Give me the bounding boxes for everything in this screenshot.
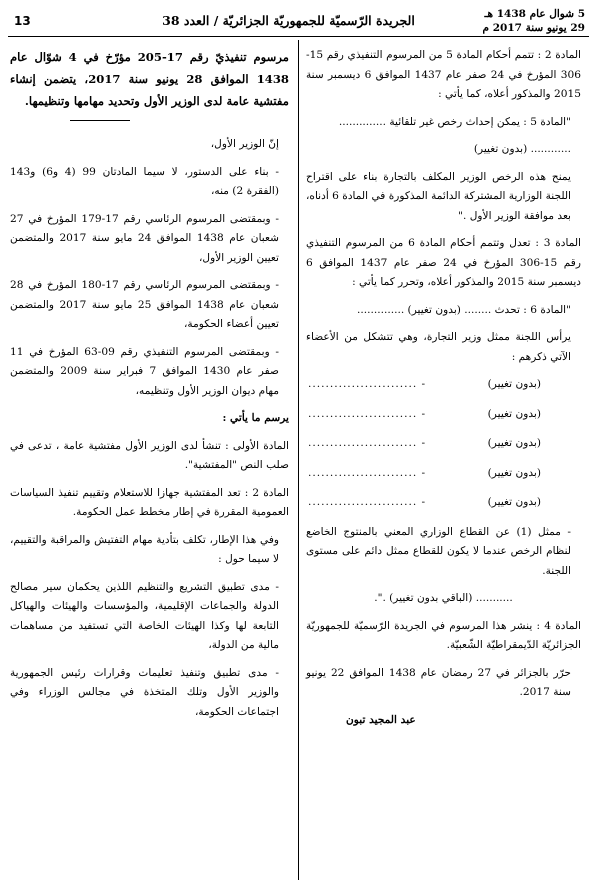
remaining-unchanged: ........... (الباقي بدون تغيير) .". xyxy=(374,592,513,604)
preamble-decree-17-179: - وبمقتضى المرسوم الرئاسي رقم 17-179 المؤرخ في 27 شعبان عام 1438 الموافق 24 مايو سنة 2017 والمتضمن تعيين الوزير الأول، xyxy=(10,212,279,264)
preamble-constitution: - بناء على الدستور، لا سيما المادتان 99 (4 و6) و143 (الفقرة 2) منه، xyxy=(10,165,279,197)
member-line-1: (بدون تغيير) - ......................... xyxy=(308,378,541,390)
unchanged-line: ............ (بدون تغيير) xyxy=(473,143,571,155)
article-2-left: المادة 2 : تعد المفتشية جهازا للاستعلام وتقييم تنفيذ السياسات العمومية المقررة في إطار مخطط عمل الحكومة. xyxy=(10,486,289,518)
missions-intro: وفي هذا الإطار، تكلف بتأدية مهام التفتيش والمراقبة والتقييم، لا سيما حول : xyxy=(10,533,279,565)
article-6-quote: "المادة 6 : تحدث ........ (بدون تغيير) .............. xyxy=(357,303,571,316)
article-3: المادة 3 : تعدل وتتمم أحكام المادة 6 من المرسوم التنفيذي رقم 15-306 المؤرخ في 24 صفر عام 1437 الموافق 6 ديسمبر سنة 2015 والمذكور أعلاه، وتحرر كما يأتي : xyxy=(306,237,581,288)
date-gregorian: 29 يونيو سنة 2017 م xyxy=(482,22,585,34)
column-divider xyxy=(298,40,299,880)
license-grant-paragraph: يمنح هذه الرخص الوزير المكلف بالتجارة بناء على اقتراح اللجنة الوزارية المشتركة الدائمة المذكورة في المادة 6 أدناه، بعد موافقة الوزير الأول ." xyxy=(305,170,571,222)
preamble-opening: إنّ الوزير الأول، xyxy=(210,138,279,150)
decree-title: مرسوم تنفيذيّ رقم 17-205 مؤرّخ في 4 شوّال عام 1438 الموافق 28 يونيو سنة 2017، يتضمن إنشاء مفتشية عامة لدى الوزير الأول وتحديد مهامها وتنظيمها. xyxy=(10,50,290,108)
preamble-decree-09-63: - وبمقتضى المرسوم التنفيذي رقم 09-63 المؤرخ في 11 صفر عام 1430 الموافق 7 فبراير سنة 2009 والمتضمن مهام ديوان الوزير الأول وتنظيمه، xyxy=(10,345,279,397)
mission-instructions: - مدى تطبيق وتنفيذ تعليمات وقرارات رئيس الجمهورية والوزير الأول وتلك المتخذة في مجالس الوزراء وفي اجتماعات الحكومة، xyxy=(10,666,279,718)
member-line-3: (بدون تغيير) - ......................... xyxy=(308,437,541,449)
right-column xyxy=(306,46,581,738)
journal-title: الجريدة الرّسميّة للجمهوريّة الجزائريّة / العدد 38 xyxy=(162,13,415,28)
preamble-decree-17-180: - وبمقتضى المرسوم الرئاسي رقم 17-180 المؤرخ في 28 شعبان عام 1438 الموافق 25 مايو سنة 2017 والمتضمن تعيين أعضاء الحكومة، xyxy=(10,279,279,330)
date-hijri: 5 شوال عام 1438 هـ xyxy=(484,8,585,20)
article-2: المادة 2 : تتمم أحكام المادة 5 من المرسوم التنفيذي رقم 15-306 المؤرخ في 24 صفر عام 1437 الموافق 6 ديسمبر سنة 2015 والمذكور أعلاه، كما يأتي : xyxy=(306,49,581,100)
committee-composition: يرأس اللجنة ممثل وزير التجارة، وهي تتشكل من الأعضاء الآتي ذكرهم : xyxy=(306,331,571,363)
member-line-4: (بدون تغيير) - ......................... xyxy=(308,466,541,479)
article-5-quote: "المادة 5 : يمكن إحداث رخص غير تلقائية .............. xyxy=(338,115,571,128)
signature: عبد المجيد تبون xyxy=(346,713,416,726)
article-1: المادة الأولى : تنشأ لدى الوزير الأول مفتشية عامة ، تدعى في صلب النص "المفتشية". xyxy=(10,439,289,471)
page-number: 13 xyxy=(14,14,31,28)
mission-legislation: - مدى تطبيق التشريع والتنظيم اللذين يحكمان سير مصالح الدولة والجماعات الإقليمية، والمؤسسات والهيئات والهياكل التابعة لها وكذا الهيئات الخاصة التي تستفيد من مساهمات مالية من الدولة، xyxy=(10,580,279,651)
title-separator xyxy=(70,120,130,121)
left-column xyxy=(10,46,289,730)
member-line-5: (بدون تغيير) - ......................... xyxy=(308,496,541,508)
done-at: حرّر بالجزائر في 27 رمضان عام 1438 الموافق 22 يونيو سنة 2017. xyxy=(306,666,571,698)
header-dates xyxy=(461,7,585,35)
page-header xyxy=(8,6,589,37)
member-line-2: (بدون تغيير) - ......................... xyxy=(308,407,541,420)
decrees-heading: يرسم ما يأتي : xyxy=(222,412,289,424)
article-4: المادة 4 : ينشر هذا المرسوم في الجريدة الرّسميّة للجمهوريّة الجزائريّة الدّيمقراطيّة الشّعبيّة. xyxy=(306,619,581,651)
sector-representative: - ممثل (1) عن القطاع الوزاري المعني بالمنتوج الخاضع لنظام الرخص عندما لا يكون للقطاع ممثل دائم على مستوى اللجنة. xyxy=(306,525,572,577)
